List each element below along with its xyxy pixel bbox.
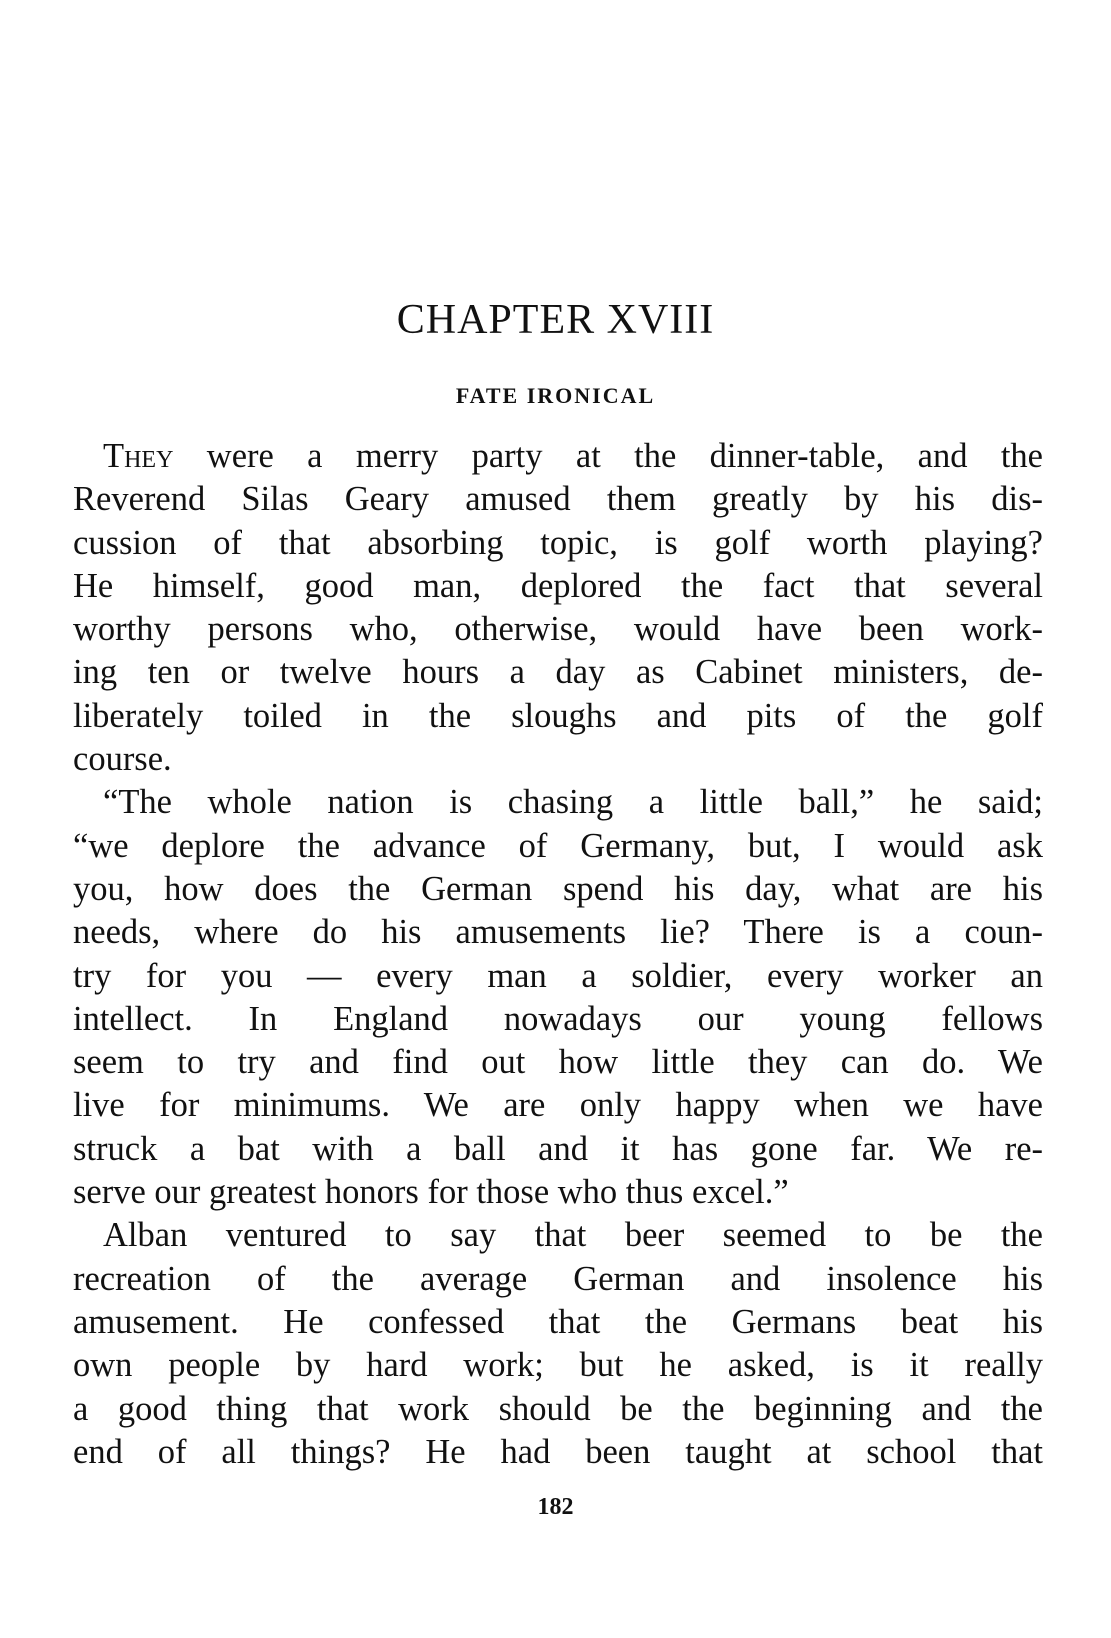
paragraph-2-line-2: “we deplore the advance of Germany, but, I would ask <box>73 826 1043 865</box>
paragraph-3-line-4: own people by hard work; but he asked, is it really <box>73 1346 1043 1385</box>
paragraph-2-line-6: intellect. In England nowadays our young fellows <box>73 999 1043 1038</box>
paragraph-2-line-7: seem to try and find out how little they can do. We <box>73 1043 1043 1082</box>
chapter-subtitle: FATE IRONICAL <box>455 383 656 408</box>
paragraph-2-line-10: serve our greatest honors for those who thus excel.” <box>73 1173 789 1212</box>
paragraph-2-line-8: live for minimums. We are only happy when we have <box>73 1086 1043 1125</box>
paragraph-1-line-6: ing ten or twelve hours a day as Cabinet ministers, de- <box>73 653 1043 692</box>
paragraph-2-line-4: needs, where do his amusements lie? There is a coun- <box>73 913 1043 952</box>
paragraph-1-line-8: course. <box>73 740 172 779</box>
paragraph-2-line-1: “The whole nation is chasing a little ball,” he said; <box>103 783 1043 822</box>
page-number: 182 <box>537 1494 574 1520</box>
paragraph-3-line-2: recreation of the average German and insolence his <box>73 1259 1043 1298</box>
paragraph-3-line-5: a good thing that work should be the beginning and the <box>73 1389 1043 1428</box>
chapter-body <box>73 435 1043 1474</box>
paragraph-3-line-1: Alban ventured to say that beer seemed to be the <box>103 1216 1043 1255</box>
paragraph-1-line-1-rest: were a merry party at the dinner-table, and the <box>173 437 1043 475</box>
paragraph-1-line-2: Reverend Silas Geary amused them greatly by his dis- <box>73 480 1043 519</box>
chapter-title: CHAPTER XVIII <box>396 297 715 343</box>
paragraph-1-line-3: cussion of that absorbing topic, is golf worth playing? <box>73 523 1043 562</box>
paragraph-1-line-7: liberately toiled in the sloughs and pits of the golf <box>73 696 1043 735</box>
opening-word: They <box>103 437 174 475</box>
paragraph-2-line-3: you, how does the German spend his day, what are his <box>73 869 1043 908</box>
paragraph-1-line-4: He himself, good man, deplored the fact that several <box>73 566 1043 605</box>
paragraph-3-line-3: amusement. He confessed that the Germans beat his <box>73 1302 1043 1341</box>
paragraph-1-line-5: worthy persons who, otherwise, would have been work- <box>73 610 1043 649</box>
paragraph-1-line-1 <box>73 435 1043 478</box>
paragraph-3-line-6: end of all things? He had been taught at school that <box>73 1432 1043 1471</box>
paragraph-2-line-9: struck a bat with a ball and it has gone far. We re- <box>73 1129 1043 1168</box>
paragraph-2-line-5: try for you — every man a soldier, every worker an <box>73 956 1043 995</box>
